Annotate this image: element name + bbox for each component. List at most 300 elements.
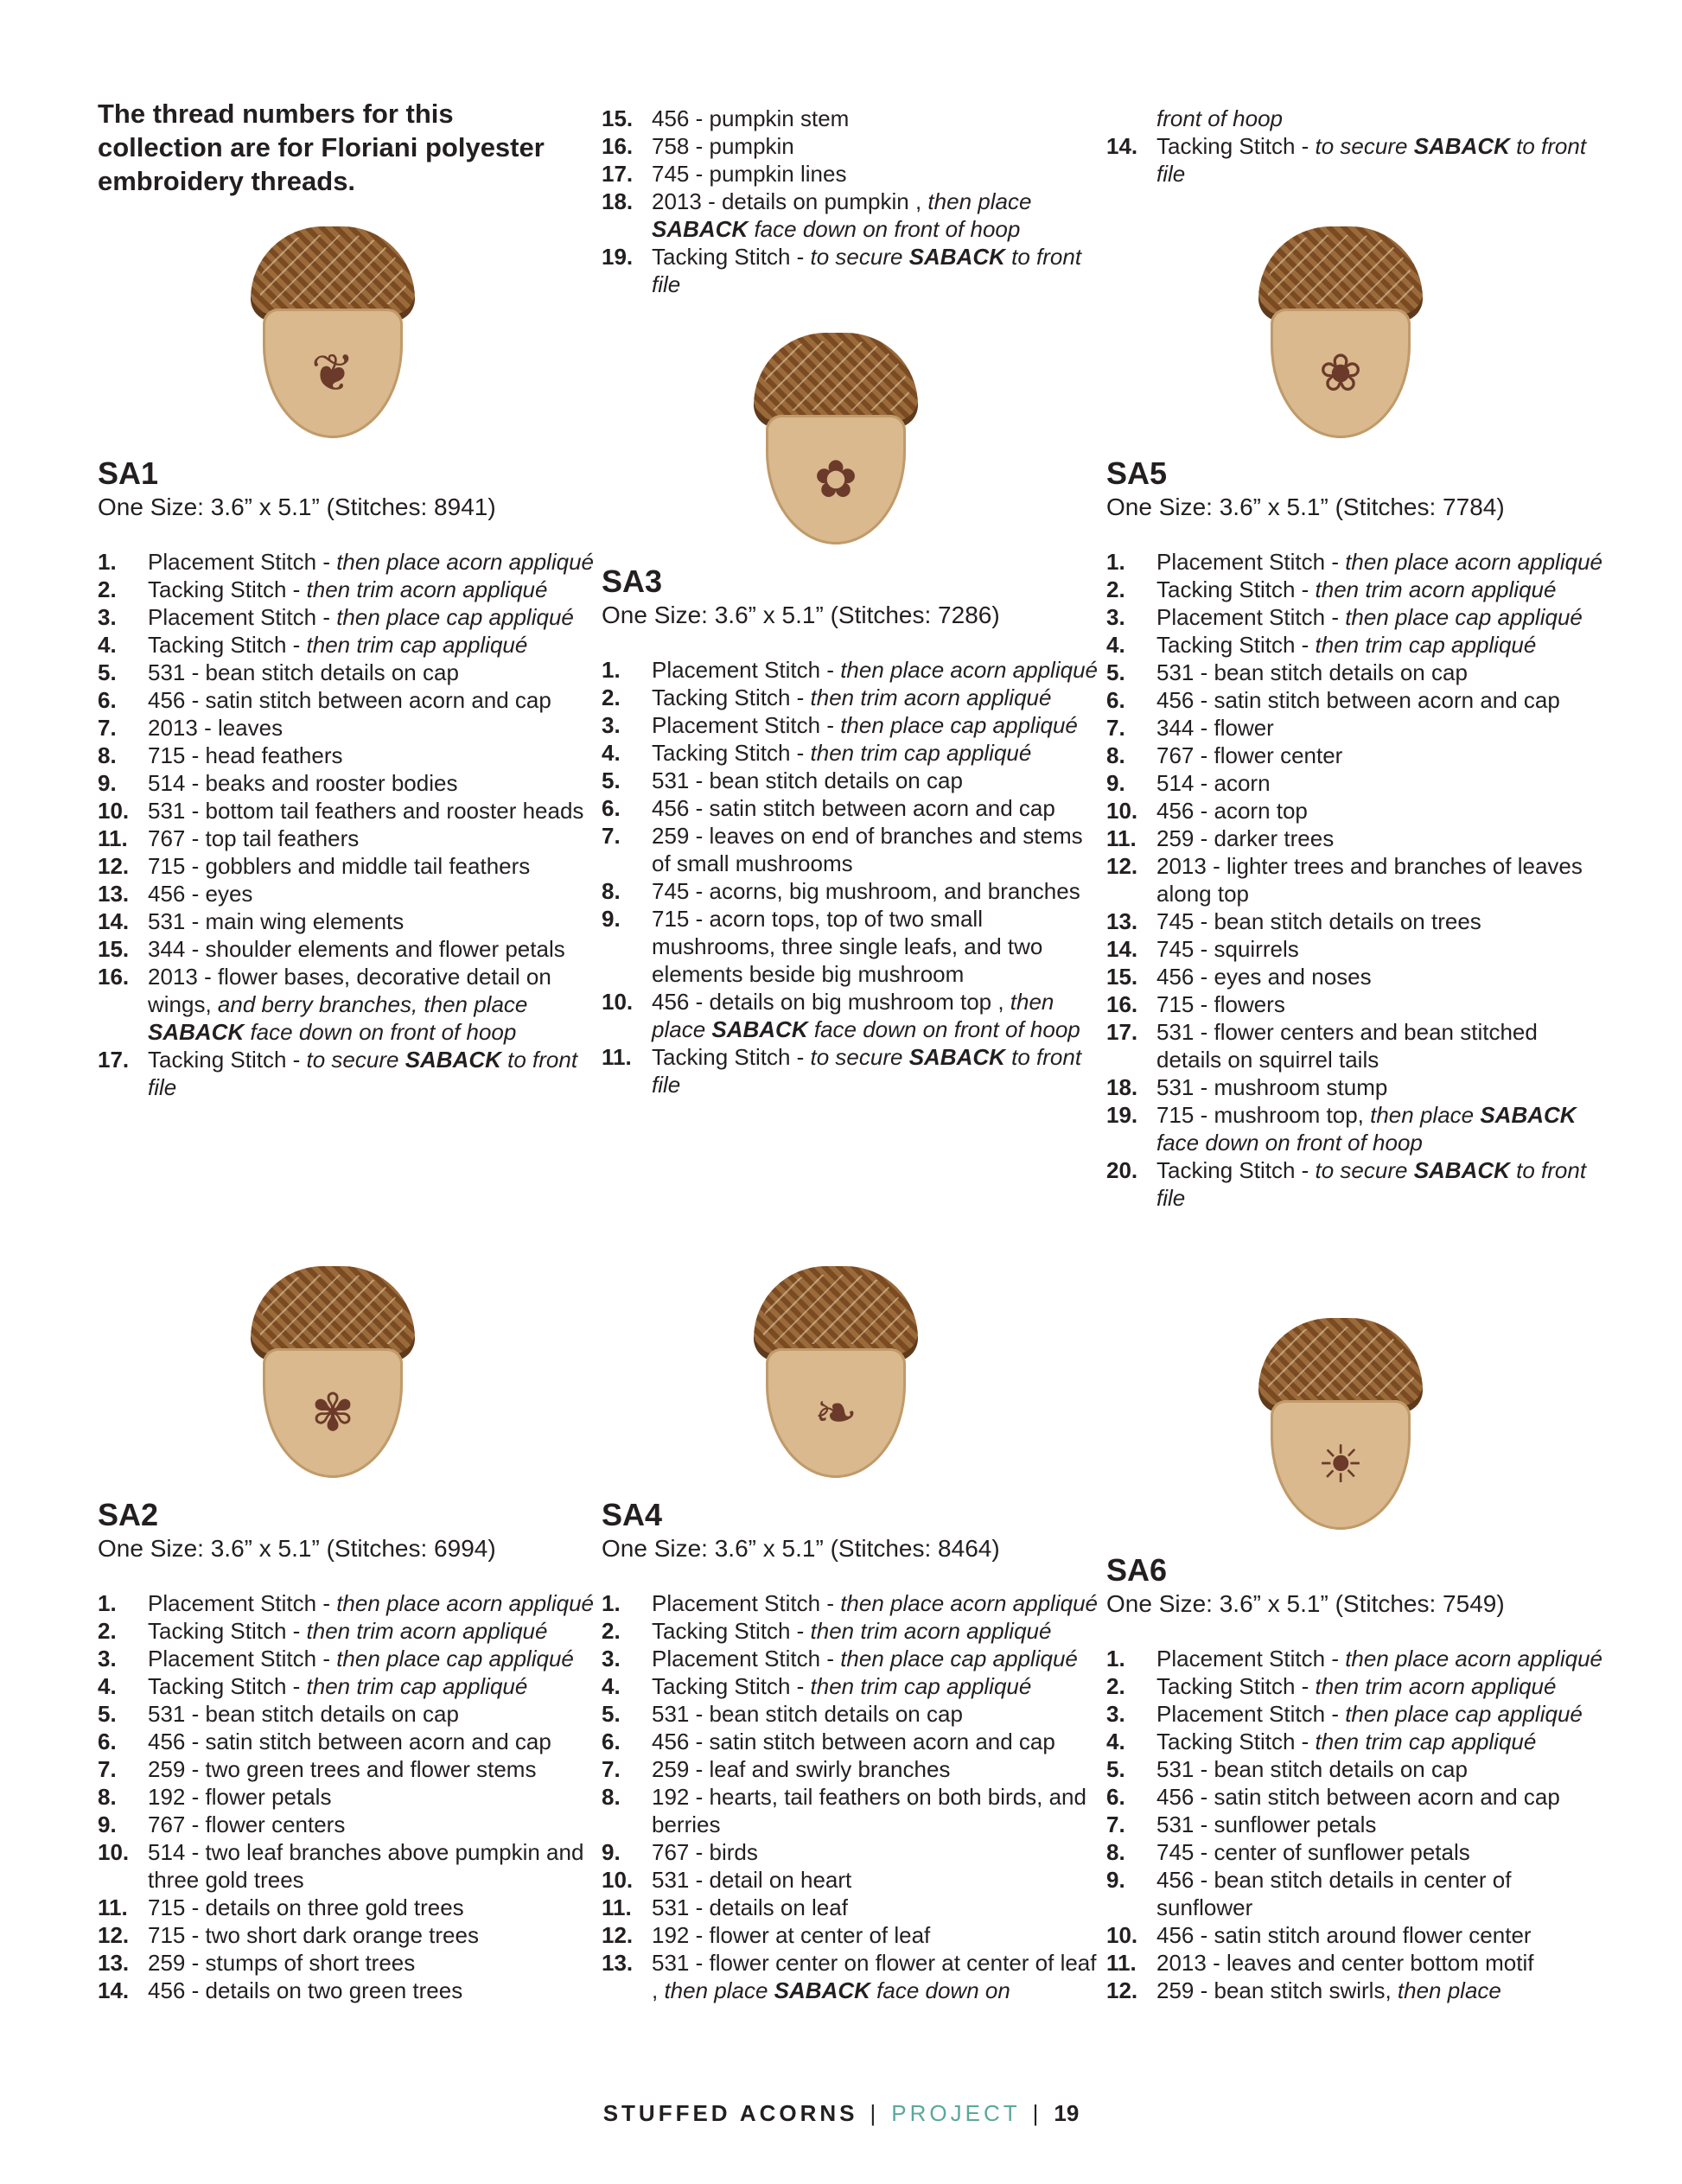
step-list (602, 105, 1103, 298)
step-number: 5. (98, 659, 117, 685)
step-text: 531 - bean stitch details on cap (652, 767, 963, 793)
step-item (98, 1894, 599, 1921)
step-number: 5. (1106, 1756, 1125, 1782)
step-item (602, 1838, 1103, 1866)
step-number: 1. (98, 1590, 117, 1616)
step-item (1106, 1949, 1608, 1977)
section-sa5 (1106, 456, 1608, 1212)
acorn-image-sa2: ✾ (251, 1266, 415, 1482)
intro-text: The thread numbers for this collection are for Floriani polyester embroidery threads. (98, 99, 545, 196)
step-text: Tacking Stitch - (1156, 1673, 1316, 1699)
step-text: 767 - birds (652, 1839, 758, 1865)
step-number: 4. (602, 740, 621, 766)
step-number: 10. (602, 989, 634, 1015)
section-sa3 (602, 564, 1103, 1098)
step-italic: then place acorn appliqué (1345, 1646, 1602, 1671)
step-text: 531 - mushroom stump (1156, 1074, 1388, 1100)
step-item (602, 1894, 1103, 1921)
step-italic: face down on front of hoop (748, 216, 1021, 242)
step-item (1106, 603, 1608, 631)
step-number: 11. (98, 825, 128, 851)
step-item (1106, 686, 1608, 714)
step-item (1106, 990, 1608, 1018)
acorn-image-sa3: ✿ (754, 333, 918, 549)
step-bold: SABACK (711, 1016, 808, 1042)
step-text: 531 - details on leaf (652, 1894, 848, 1920)
step-text: 758 - pumpkin (652, 133, 794, 159)
step-item (602, 739, 1103, 767)
step-italic: face down on front of hoop (244, 1019, 517, 1045)
step-item (602, 684, 1103, 711)
step-item (98, 1672, 599, 1700)
step-text: 531 - bottom tail feathers and rooster heads (148, 798, 584, 824)
step-text: 192 - flower at center of leaf (652, 1922, 931, 1948)
step-text: 456 - details on two green trees (148, 1977, 463, 2003)
step-text: 344 - shoulder elements and flower petals (148, 936, 565, 962)
step-italic: then place cap appliqué (336, 1646, 574, 1671)
step-item (602, 1645, 1103, 1672)
step-italic: then trim acorn appliqué (810, 1618, 1052, 1644)
step-number: 4. (602, 1673, 621, 1699)
step-number: 2. (98, 1618, 117, 1644)
step-italic: then place acorn appliqué (840, 1590, 1098, 1616)
step-text: 531 - main wing elements (148, 908, 405, 934)
step-text: Placement Stitch - (652, 657, 841, 683)
step-italic: to front file (1156, 1157, 1587, 1211)
step-item (602, 656, 1103, 684)
step-item (1106, 1073, 1608, 1101)
step-text: Tacking Stitch - (148, 632, 307, 658)
step-text: 259 - leaf and swirly branches (652, 1756, 951, 1782)
page-number: 19 (1054, 2100, 1080, 2126)
step-item (602, 1755, 1103, 1783)
step-text: Placement Stitch - (652, 1590, 841, 1616)
step-item (602, 905, 1103, 988)
step-text: Placement Stitch - (148, 1646, 337, 1671)
step-item (602, 1866, 1103, 1894)
step-number: 6. (602, 795, 621, 821)
step-item (602, 767, 1103, 794)
step-item (98, 1617, 599, 1645)
step-item (602, 188, 1103, 243)
footer-separator: | (870, 2100, 880, 2126)
step-number: 16. (602, 133, 634, 159)
step-bold: SABACK (908, 1044, 1005, 1070)
step-number: 2. (98, 576, 117, 602)
step-item (1106, 576, 1608, 603)
step-number: 3. (98, 1646, 117, 1671)
step-text: 456 - bean stitch details in center of sunflower (1156, 1867, 1512, 1920)
step-text: 344 - flower (1156, 715, 1274, 741)
step-text: 715 - two short dark orange trees (148, 1922, 479, 1948)
step-number: 3. (98, 604, 117, 630)
step-text: Placement Stitch - (1156, 604, 1346, 630)
step-text: 531 - bean stitch details on cap (148, 659, 459, 685)
step-item (602, 105, 1103, 132)
step-item (1106, 1700, 1608, 1728)
step-number: 9. (602, 1839, 621, 1865)
step-number: 7. (1106, 715, 1125, 741)
step-italic: then trim cap appliqué (306, 632, 528, 658)
step-text: Tacking Stitch - (652, 1673, 811, 1699)
step-text: 259 - leaves on end of branches and stems of small mushrooms (652, 823, 1083, 876)
step-text: 2013 - details on pumpkin , (652, 188, 928, 214)
step-list (98, 548, 599, 1101)
step-number: 14. (98, 1977, 130, 2003)
step-number: 15. (602, 105, 634, 131)
step-item (98, 880, 599, 907)
step-number: 15. (98, 936, 130, 962)
step-text: 456 - acorn top (1156, 798, 1308, 824)
step-italic: then place acorn appliqué (840, 657, 1098, 683)
step-italic: to front file (652, 1044, 1082, 1098)
step-text: 745 - center of sunflower petals (1156, 1839, 1470, 1865)
step-list (1106, 1645, 1608, 2004)
step-number: 9. (98, 1812, 117, 1837)
step-italic: face down on front of hoop (1156, 1130, 1423, 1156)
step-text: 259 - darker trees (1156, 825, 1335, 851)
step-item (1106, 852, 1608, 907)
step-italic: to secure (1315, 1157, 1414, 1183)
step-text: Placement Stitch - (1156, 549, 1346, 575)
step-item (1106, 1645, 1608, 1672)
step-item (1106, 1728, 1608, 1755)
step-text: 531 - sunflower petals (1156, 1812, 1377, 1837)
step-text: 456 - satin stitch between acorn and cap (148, 687, 551, 713)
step-text: 531 - bean stitch details on cap (148, 1701, 459, 1727)
step-text: 767 - flower center (1156, 742, 1343, 768)
step-text: Placement Stitch - (148, 1590, 337, 1616)
step-text: Placement Stitch - (652, 712, 841, 738)
step-number: 18. (1106, 1074, 1138, 1100)
step-italic: then trim cap appliqué (1315, 1729, 1537, 1754)
acorn-image-sa4: ❧ (754, 1266, 918, 1482)
step-text: 531 - bean stitch details on cap (1156, 1756, 1468, 1782)
step-number: 14. (98, 908, 130, 934)
step-text: 456 - satin stitch around flower center (1156, 1922, 1532, 1948)
step-italic: then trim acorn appliqué (810, 684, 1052, 710)
step-bold: SABACK (652, 216, 749, 242)
step-text: 456 - pumpkin stem (652, 105, 850, 131)
step-text: Tacking Stitch - (1156, 632, 1316, 658)
step-italic: then place cap appliqué (840, 1646, 1078, 1671)
step-text: Tacking Stitch - (148, 576, 307, 602)
step-number: 17. (1106, 1019, 1138, 1045)
step-number: 13. (1106, 908, 1138, 934)
step-italic: then trim cap appliqué (306, 1673, 528, 1699)
step-number: 4. (98, 632, 117, 658)
step-number: 10. (1106, 1922, 1138, 1948)
step-text: 456 - satin stitch between acorn and cap (652, 1729, 1055, 1754)
step-item (1106, 963, 1608, 990)
step-item (1106, 631, 1608, 659)
step-bold: SABACK (774, 1977, 870, 2003)
step-number: 8. (602, 1784, 621, 1810)
step-number: 14. (1106, 936, 1138, 962)
step-number: 19. (602, 244, 634, 270)
step-item (602, 877, 1103, 905)
step-item (98, 1977, 599, 2004)
step-number: 7. (98, 715, 117, 741)
step-italic: to front file (148, 1047, 578, 1100)
step-text: 259 - bean stitch swirls, (1156, 1977, 1398, 2003)
step-italic: to secure (810, 1044, 909, 1070)
step-number: 15. (1106, 964, 1138, 990)
step-number: 4. (1106, 632, 1125, 658)
step-bold: SABACK (908, 244, 1005, 270)
step-item (1106, 1101, 1608, 1156)
step-italic: then place cap appliqué (840, 712, 1078, 738)
step-text: 2013 - leaves (148, 715, 284, 741)
step-list (1106, 548, 1608, 1212)
step-text: Placement Stitch - (148, 604, 337, 630)
step-text: 715 - details on three gold trees (148, 1894, 464, 1920)
step-number: 6. (98, 1729, 117, 1754)
step-number: 8. (1106, 1839, 1125, 1865)
step-text: 192 - hearts, tail feathers on both birds, and berries (652, 1784, 1086, 1837)
step-italic: then trim cap appliqué (810, 740, 1032, 766)
step-text: 456 - satin stitch between acorn and cap (148, 1729, 551, 1754)
section-sa2-continued (602, 105, 1103, 298)
step-item (98, 1949, 599, 1977)
step-item (1106, 1755, 1608, 1783)
step-number: 16. (98, 964, 130, 990)
step-italic: then place cap appliqué (1345, 1701, 1583, 1727)
step-text: 192 - flower petals (148, 1784, 332, 1810)
step-item (98, 1700, 599, 1728)
step-text: Placement Stitch - (652, 1646, 841, 1671)
step-number: 10. (1106, 798, 1138, 824)
section-sa4-continued (1106, 105, 1608, 188)
section-title: SA3 (602, 564, 663, 599)
step-italic: then place cap appliqué (1345, 604, 1583, 630)
step-item (98, 714, 599, 742)
footer-separator: | (1032, 2100, 1042, 2126)
step-number: 10. (98, 798, 130, 824)
step-number: 7. (602, 1756, 621, 1782)
section-title: SA5 (1106, 455, 1168, 491)
step-number: 1. (1106, 549, 1125, 575)
section-title: SA6 (1106, 1552, 1168, 1588)
page-footer (0, 2100, 1682, 2127)
step-text: 745 - squirrels (1156, 936, 1299, 962)
step-number: 5. (98, 1701, 117, 1727)
step-text: 715 - acorn tops, top of two small mushrooms, three single leafs, and two elements beside big mushroom (652, 906, 1043, 987)
section-title: SA2 (98, 1497, 159, 1532)
section-size: One Size: 3.6” x 5.1” (Stitches: 7784) (1106, 493, 1505, 520)
step-item (1106, 1018, 1608, 1073)
step-item (1106, 1783, 1608, 1811)
step-item (98, 769, 599, 797)
step-number: 11. (98, 1894, 128, 1920)
step-italic: face down on (870, 1977, 1010, 2003)
step-number: 12. (98, 1922, 130, 1948)
step-item (98, 852, 599, 880)
step-number: 20. (1106, 1157, 1138, 1183)
step-text: Tacking Stitch - (1156, 133, 1316, 159)
step-item (602, 794, 1103, 822)
step-item (602, 1672, 1103, 1700)
footer-title: STUFFED ACORNS (602, 2100, 858, 2126)
step-item (98, 1921, 599, 1949)
step-item (602, 711, 1103, 739)
step-number: 11. (1106, 825, 1137, 851)
step-number: 1. (602, 657, 621, 683)
step-item (98, 1046, 599, 1101)
step-text: 745 - acorns, big mushroom, and branches (652, 878, 1080, 904)
acorn-image-sa6: ☀ (1258, 1318, 1423, 1534)
step-number: 12. (1106, 1977, 1138, 2003)
section-sa1 (98, 456, 599, 1101)
step-item (98, 548, 599, 576)
step-item (98, 797, 599, 825)
step-text: Placement Stitch - (1156, 1701, 1346, 1727)
step-italic: to secure (810, 244, 909, 270)
step-item (602, 1043, 1103, 1098)
step-item (1106, 1838, 1608, 1866)
step-number: 14. (1106, 133, 1138, 159)
footer-section: PROJECT (891, 2100, 1021, 2126)
step-item (98, 1728, 599, 1755)
step-number: 9. (602, 906, 621, 932)
step-text: Tacking Stitch - (1156, 1157, 1316, 1183)
step-item (1106, 1866, 1608, 1921)
section-title: SA4 (602, 1497, 663, 1532)
step-number: 11. (602, 1044, 632, 1070)
step-item (98, 1589, 599, 1617)
step-number: 10. (98, 1839, 130, 1865)
step-item (98, 1645, 599, 1672)
step-text: 767 - flower centers (148, 1812, 346, 1837)
step-item (602, 1728, 1103, 1755)
step-item (98, 1811, 599, 1838)
step-text: 531 - flower center on flower at center of leaf , (652, 1950, 1097, 2003)
step-text: Tacking Stitch - (1156, 576, 1316, 602)
step-text: 456 - satin stitch between acorn and cap (1156, 1784, 1560, 1810)
step-text: 531 - flower centers and bean stitched details on squirrel tails (1156, 1019, 1538, 1073)
step-number: 5. (1106, 659, 1125, 685)
section-size: One Size: 3.6” x 5.1” (Stitches: 6994) (98, 1535, 496, 1562)
step-bold: SABACK (1413, 133, 1510, 159)
step-text: 745 - pumpkin lines (652, 161, 847, 187)
step-item (1106, 1977, 1608, 2004)
step-number: 8. (602, 878, 621, 904)
step-item (1106, 132, 1608, 188)
step-text: Tacking Stitch - (148, 1047, 307, 1073)
step-number: 12. (602, 1922, 634, 1948)
step-item (602, 1617, 1103, 1645)
step-number: 2. (602, 684, 621, 710)
step-item (602, 160, 1103, 188)
step-item (1106, 907, 1608, 935)
step-italic: then place acorn appliqué (336, 549, 594, 575)
step-number: 2. (1106, 576, 1125, 602)
step-number: 11. (602, 1894, 632, 1920)
step-text: 456 - satin stitch between acorn and cap (652, 795, 1055, 821)
step-number: 9. (1106, 770, 1125, 796)
step-italic: then trim acorn appliqué (306, 576, 548, 602)
step-number: 3. (602, 1646, 621, 1671)
step-number: 9. (1106, 1867, 1125, 1893)
section-sa2 (98, 1498, 599, 2004)
step-text: 715 - gobblers and middle tail feathers (148, 853, 531, 879)
step-number: 1. (602, 1590, 621, 1616)
step-item (1106, 659, 1608, 686)
step-number: 13. (602, 1950, 634, 1976)
section-size: One Size: 3.6” x 5.1” (Stitches: 8941) (98, 493, 496, 520)
step-number: 6. (602, 1729, 621, 1754)
step-italic: then place acorn appliqué (1345, 549, 1602, 575)
step-item (602, 1700, 1103, 1728)
step-text: 531 - bean stitch details on cap (652, 1701, 963, 1727)
step-text: 259 - stumps of short trees (148, 1950, 416, 1976)
step-number: 4. (98, 1673, 117, 1699)
step-item (1106, 1921, 1608, 1949)
section-size: One Size: 3.6” x 5.1” (Stitches: 7286) (602, 602, 1000, 628)
step-italic: to secure (1315, 133, 1414, 159)
step-item (98, 576, 599, 603)
step-text: Tacking Stitch - (148, 1673, 307, 1699)
step-item (1106, 769, 1608, 797)
step-text: Placement Stitch - (1156, 1646, 1346, 1671)
step-number: 2. (1106, 1673, 1125, 1699)
step-number: 13. (98, 1950, 130, 1976)
step-item (602, 988, 1103, 1043)
step-italic: then trim cap appliqué (810, 1673, 1032, 1699)
section-size: One Size: 3.6” x 5.1” (Stitches: 8464) (602, 1535, 1000, 1562)
step-bold: SABACK (405, 1047, 501, 1073)
step-text: 745 - bean stitch details on trees (1156, 908, 1481, 934)
step-italic: then place acorn appliqué (336, 1590, 594, 1616)
step-text: Tacking Stitch - (652, 244, 811, 270)
step-number: 7. (602, 823, 621, 849)
step-italic: to secure (306, 1047, 405, 1073)
section-sa4 (602, 1498, 1103, 2004)
step-text: 767 - top tail feathers (148, 825, 360, 851)
step-item (602, 1949, 1103, 2004)
step-number: 8. (98, 742, 117, 768)
step-text: 259 - two green trees and flower stems (148, 1756, 537, 1782)
step-italic: then trim acorn appliqué (1315, 576, 1557, 602)
step-number: 19. (1106, 1102, 1138, 1128)
step-number: 13. (98, 881, 130, 907)
step-italic: then trim cap appliqué (1315, 632, 1537, 658)
acorn-image-sa1: ❦ (251, 226, 415, 443)
step-text: 531 - bean stitch details on cap (1156, 659, 1468, 685)
step-list (602, 656, 1103, 1098)
step-number: 2. (602, 1618, 621, 1644)
step-text: 456 - eyes and noses (1156, 964, 1372, 990)
step-item (602, 1783, 1103, 1838)
step-list (1106, 105, 1608, 188)
step-text: 456 - eyes (148, 881, 253, 907)
step-item (1106, 714, 1608, 742)
step-italic: to front file (652, 244, 1082, 297)
step-list (602, 1589, 1103, 2004)
step-number: 9. (98, 770, 117, 796)
step-number: 3. (1106, 1701, 1125, 1727)
step-number: 10. (602, 1867, 634, 1893)
step-text: Tacking Stitch - (148, 1618, 307, 1644)
step-item (98, 1755, 599, 1783)
step-italic: face down on front of hoop (807, 1016, 1080, 1042)
step-text: Placement Stitch - (148, 549, 337, 575)
step-number: 11. (1106, 1950, 1137, 1976)
step-bold: SABACK (1480, 1102, 1577, 1128)
step-text: Tacking Stitch - (652, 1044, 811, 1070)
step-number: 6. (1106, 1784, 1125, 1810)
step-italic: then place (1370, 1102, 1481, 1128)
